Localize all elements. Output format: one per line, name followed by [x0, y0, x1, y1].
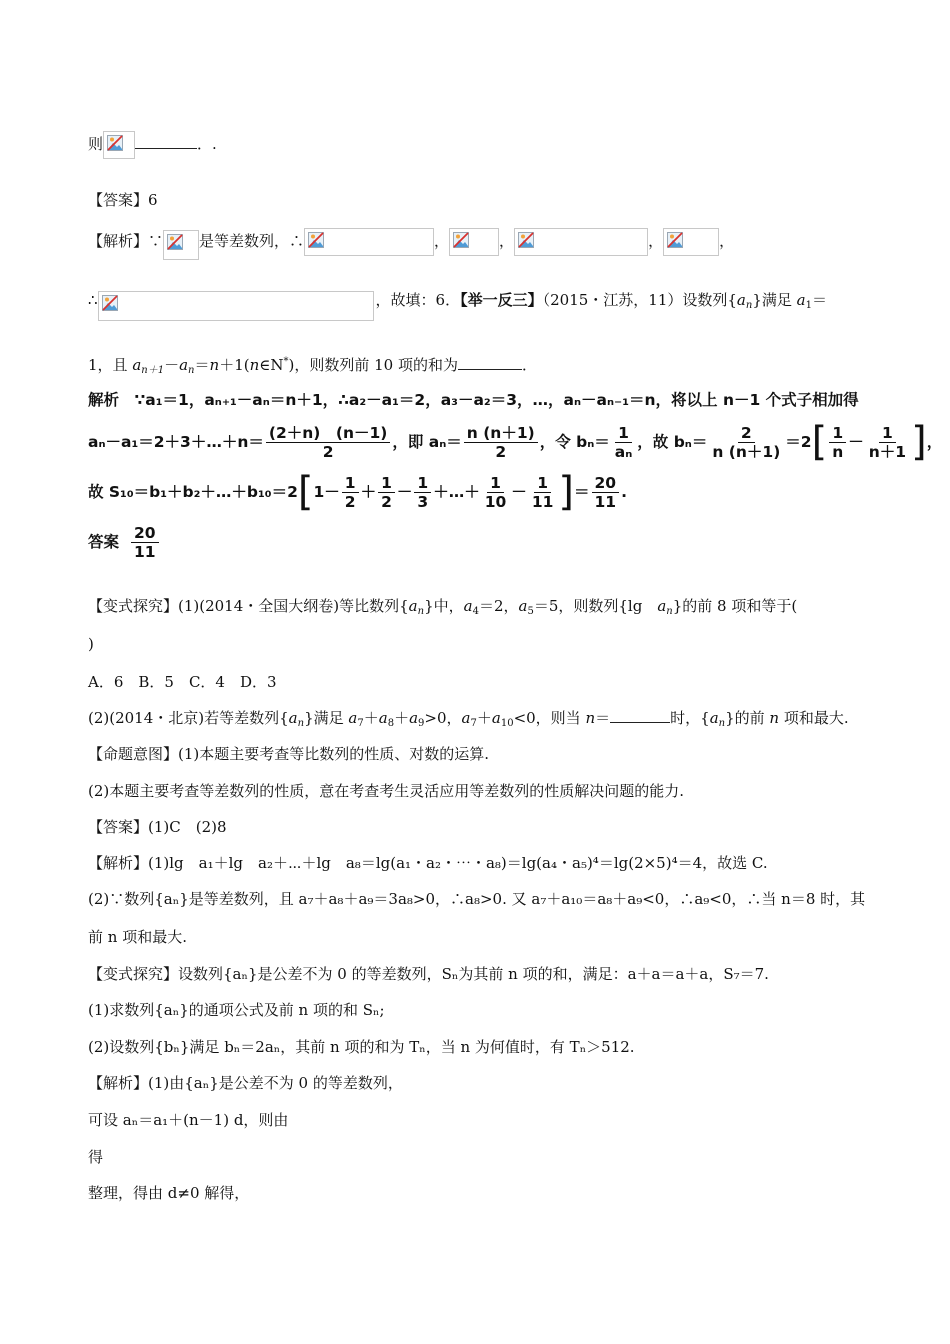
- fraction-denominator: 10: [484, 492, 507, 511]
- text: a: [378, 709, 388, 727]
- fraction: [866, 424, 909, 461]
- text: ＝: [574, 483, 590, 501]
- solution-line-2: [88, 420, 942, 464]
- text: 【举一反三】: [460, 291, 543, 309]
- text: ，故 bₙ＝: [637, 433, 708, 451]
- text: ，: [648, 232, 664, 250]
- text: n: [666, 606, 673, 617]
- text: ，: [434, 232, 450, 250]
- broken-image: [163, 230, 199, 260]
- analysis-line-8: 整理，得由 d≠0 解得，: [88, 1184, 250, 1202]
- solution-line-3: [88, 470, 627, 514]
- broken-image: [663, 228, 719, 256]
- answer-line-2: 【答案】(1)C (2)8: [88, 818, 227, 836]
- text: 时，{: [670, 709, 710, 727]
- text: n: [297, 718, 305, 729]
- solution-answer: [88, 520, 161, 564]
- intent-line-2: (2)本题主要考查等差数列的性质，意在考查考生灵活应用等差数列的性质解决问题的能力.: [88, 782, 685, 800]
- fraction: [131, 524, 159, 561]
- text: n: [585, 709, 596, 727]
- text: 9: [418, 718, 425, 729]
- right-bracket: ]: [911, 419, 927, 465]
- broken-image-icon: [308, 232, 324, 248]
- text: （2015・江苏，11）设数列{: [542, 291, 737, 309]
- text: a: [179, 356, 189, 374]
- text: a: [461, 709, 471, 727]
- text: －: [848, 433, 864, 451]
- text: }中，: [424, 597, 464, 615]
- line-4: [88, 290, 827, 321]
- text: 1，且: [88, 356, 133, 374]
- text: ＋: [394, 709, 410, 727]
- right-bracket: ]: [558, 469, 574, 515]
- text: )，则数列前 10 项的和为: [288, 356, 458, 374]
- fill-blank: [458, 355, 522, 370]
- text: a: [408, 597, 418, 615]
- text: ，故填：6．: [375, 291, 461, 309]
- text: (2)(2014・北京)若等差数列{: [88, 709, 289, 727]
- fill-blank: [135, 134, 197, 149]
- text: ＋…＋: [433, 483, 480, 501]
- fraction-denominator: n: [832, 442, 844, 461]
- text: n: [745, 300, 753, 311]
- text: 8: [387, 718, 395, 729]
- text: ＋: [363, 709, 379, 727]
- text: n: [188, 365, 195, 376]
- fraction-numerator: 1: [378, 474, 395, 493]
- broken-image: [103, 131, 135, 159]
- analysis-line-7: 得: [88, 1148, 104, 1166]
- broken-image-icon: [667, 232, 683, 248]
- analysis-line: [88, 228, 734, 260]
- text: n: [249, 356, 260, 374]
- text: }满足: [752, 291, 797, 309]
- fraction: [482, 474, 510, 511]
- text: －: [164, 356, 180, 374]
- text: ，: [499, 232, 515, 250]
- text: a: [796, 291, 806, 309]
- fraction-denominator: 2: [344, 492, 356, 511]
- text: }的前: [725, 709, 770, 727]
- fraction-denominator: 11: [594, 492, 617, 511]
- text: n: [209, 356, 220, 374]
- left-bracket: [: [297, 469, 314, 515]
- text: ∴: [88, 291, 98, 309]
- broken-image-icon: [102, 295, 118, 311]
- text: a: [132, 356, 142, 374]
- text: 7: [470, 718, 477, 729]
- analysis-line-2: 【解析】(1)lg a₁＋lg a₂＋⋯＋lg a₈＝lg(a₁・a₂・⋯・a₈)＝lg(a₄・a₅)⁴＝lg(2×5)⁴＝4，故选 C.: [88, 854, 768, 872]
- intent-line-1: 【命题意图】(1)本题主要考查等比数列的性质、对数的运算.: [88, 745, 490, 763]
- solution-line-1: 解析 ∵a₁＝1，aₙ₊₁－aₙ＝n＋1，∴a₂－a₁＝2，a₃－a₂＝3，…，aₙ－aₙ₋₁＝n，将以上 n－1 个式子相加得: [88, 391, 859, 409]
- fraction-numerator: (2＋n) (n－1): [266, 424, 390, 443]
- text: ＝2: [785, 433, 812, 451]
- fraction-denominator: n (n＋1): [712, 442, 781, 461]
- fraction: [342, 474, 359, 511]
- fraction: [414, 474, 431, 511]
- text: 【变式探究】(1)(2014・全国大纲卷)等比数列{: [88, 597, 409, 615]
- text: 5: [527, 606, 534, 617]
- line-5: [88, 352, 537, 381]
- broken-image: [98, 291, 374, 321]
- fraction: [464, 424, 538, 461]
- text: ．: [521, 356, 537, 374]
- fraction-denominator: 11: [531, 492, 554, 511]
- broken-image-icon: [167, 234, 183, 250]
- text: n＋1: [141, 365, 165, 376]
- analysis-line-6: 可设 aₙ＝a₁＋(n－1) d，则由: [88, 1111, 289, 1129]
- fraction: [378, 474, 395, 511]
- variant-question-1-cont: ): [88, 635, 94, 653]
- text: ＋: [360, 483, 377, 501]
- text: ，: [719, 232, 735, 250]
- text: }满足: [304, 709, 349, 727]
- text: ＋: [476, 709, 492, 727]
- fraction-denominator: 3: [417, 492, 429, 511]
- text: }的前 8 项和等于(: [672, 597, 798, 615]
- text: n: [769, 709, 780, 727]
- left-bracket: [: [811, 419, 828, 465]
- text: a: [409, 709, 419, 727]
- fraction-numerator: 1: [879, 424, 896, 443]
- text: 1: [805, 300, 812, 311]
- text: 项和最大.: [779, 709, 849, 727]
- analysis-line-4: 前 n 项和最大.: [88, 928, 187, 946]
- analysis-line-3: (2)∵数列{aₙ}是等差数列，且 a₇＋a₈＋a₉＝3a₈>0，∴a₈>0. 又 a₇＋a₁₀＝a₈＋a₉<0，∴a₉<0，∴当 n＝8 时，其: [88, 890, 866, 908]
- text: ＝2，: [478, 597, 519, 615]
- fraction-numerator: 1: [487, 474, 504, 493]
- text: 【解析】∵: [88, 232, 164, 250]
- variant-question-3-part1: (1)求数列{aₙ}的通项公式及前 n 项的和 Sₙ;: [88, 1001, 385, 1019]
- fraction-numerator: 2: [738, 424, 755, 443]
- fraction: [829, 424, 846, 461]
- text: 4: [472, 606, 479, 617]
- fraction-denominator: 11: [134, 542, 156, 561]
- fraction: [612, 424, 636, 461]
- text: *: [283, 356, 289, 367]
- text: 10: [500, 718, 514, 729]
- fraction-numerator: 20: [131, 524, 159, 543]
- fraction-numerator: 1: [342, 474, 359, 493]
- text: 则: [88, 135, 104, 153]
- analysis-line-5: 【解析】(1)由{aₙ}是公差不为 0 的等差数列，: [88, 1074, 403, 1092]
- choices: A．6 B．5 C．4 D．3: [88, 673, 277, 691]
- variant-question-3-part2: (2)设数列{bₙ}满足 bₙ＝2aₙ，其前 n 项的和为 Tₙ，当 n 为何值时，有 Tₙ＞512.: [88, 1038, 635, 1056]
- text: aₙ－a₁＝2＋3＋…＋n＝: [88, 433, 264, 451]
- broken-image: [514, 228, 648, 256]
- text: a: [736, 291, 746, 309]
- text: ＋1(: [219, 356, 250, 374]
- fraction: [266, 424, 390, 461]
- fraction-denominator: n＋1: [868, 442, 907, 461]
- text: ＝5，则数列{lg: [533, 597, 658, 615]
- fraction-denominator: 2: [495, 442, 507, 461]
- text: a: [518, 597, 528, 615]
- fraction-numerator: 20: [592, 474, 620, 493]
- text: a: [463, 597, 473, 615]
- fraction-denominator: 2: [322, 442, 334, 461]
- fill-blank: [610, 708, 670, 723]
- fraction-denominator: 2: [381, 492, 392, 511]
- fraction-numerator: 1: [414, 474, 431, 493]
- fraction-numerator: 1: [829, 424, 846, 443]
- text: 是等差数列，∴: [199, 232, 305, 250]
- text: －: [511, 483, 527, 501]
- fraction-denominator: aₙ: [614, 442, 633, 461]
- broken-image-icon: [453, 232, 469, 248]
- text: a: [709, 709, 719, 727]
- text: ＝: [595, 709, 611, 727]
- text: <0，则当: [513, 709, 586, 727]
- text: 答案: [88, 533, 120, 551]
- text: ，即 aₙ＝: [392, 433, 462, 451]
- text: ＝: [194, 356, 210, 374]
- broken-image-icon: [518, 232, 534, 248]
- text: －: [396, 483, 413, 501]
- fraction-numerator: n (n＋1): [464, 424, 538, 443]
- text: >0，: [424, 709, 462, 727]
- text: n: [417, 606, 425, 617]
- text: ，: [926, 433, 943, 451]
- text: 1－: [313, 483, 340, 501]
- variant-question-2: [88, 708, 849, 734]
- fraction: [529, 474, 557, 511]
- text: ．.: [197, 135, 217, 153]
- fraction: [592, 474, 620, 511]
- fraction-numerator: 1: [534, 474, 551, 493]
- fraction-numerator: 1: [615, 424, 632, 443]
- text: a: [657, 597, 667, 615]
- text: a: [348, 709, 358, 727]
- broken-image-icon: [107, 135, 123, 151]
- text: a: [288, 709, 298, 727]
- variant-question-1: [88, 596, 797, 622]
- variant-question-3: 【变式探究】设数列{aₙ}是公差不为 0 的等差数列，Sₙ为其前 n 项的和，满足：a＋a＝a＋a，S₇＝7.: [88, 965, 769, 983]
- text: ∈N: [259, 356, 284, 374]
- text: ＝: [811, 291, 827, 309]
- answer-line: 【答案】6: [88, 191, 158, 209]
- line-1: [88, 131, 217, 159]
- text: a: [491, 709, 501, 727]
- broken-image: [304, 228, 434, 256]
- text: n: [718, 718, 726, 729]
- text: 7: [357, 718, 364, 729]
- text: 故 S₁₀＝b₁＋b₂＋…＋b₁₀＝2: [88, 483, 298, 501]
- fraction: [709, 424, 783, 461]
- broken-image: [449, 228, 499, 256]
- text: ，令 bₙ＝: [539, 433, 610, 451]
- text: .: [621, 483, 627, 501]
